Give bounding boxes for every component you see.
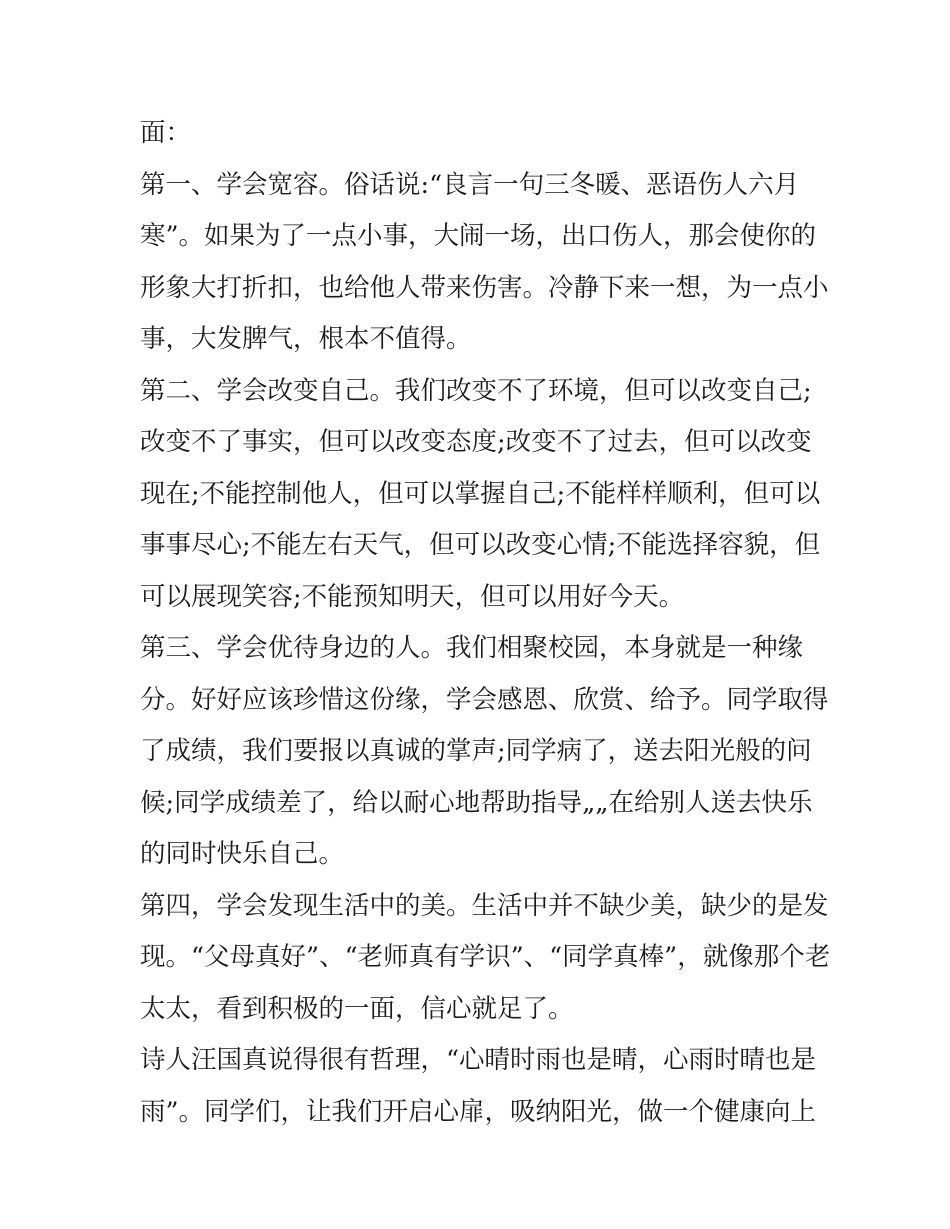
text-line: 第三、学会优待身边的人。我们相聚校园，本身就是一种缘 [140, 633, 804, 663]
text-line: 第四，学会发现生活中的美。生活中并不缺少美，缺少的是发 [140, 890, 829, 921]
text-line: 第一、学会宽容。俗话说:“良言一句三冬暖、恶语伤人六月 [140, 169, 800, 200]
text-line: 第二、学会改变自己。我们改变不了环境，但可以改变自己; [140, 375, 812, 406]
text-line: 形象大打折扣，也给他人带来伤害。冷静下来一想，为一点小 [140, 272, 829, 303]
text-line: 改变不了事实，但可以改变态度;改变不了过去，但可以改变 [140, 427, 812, 457]
text-line: 事事尽心;不能左右天气，但可以改变心情;不能选择容貌，但 [140, 530, 821, 560]
text-line: 候;同学成绩差了，给以耐心地帮助指导„„在给别人送去快乐 [140, 787, 813, 818]
text-line: 了成绩，我们要报以真诚的掌声;同学病了，送去阳光般的问 [140, 736, 812, 766]
body-text [140, 108, 831, 1138]
text-line: 分。好好应该珍惜这份缘，学会感恩、欣赏、给予。同学取得 [140, 684, 829, 715]
text-line: 面： [140, 118, 192, 148]
text-line: 现。“父母真好”、“老师真有学识”、“同学真棒”，就像那个老 [140, 942, 831, 972]
text-line: 可以展现笑容;不能预知明天，但可以用好今天。 [140, 581, 685, 612]
text-line: 寒”。如果为了一点小事，大闹一场，出口伤人，那会使你的 [140, 221, 817, 251]
text-line: 事，大发脾气，根本不值得。 [140, 324, 472, 354]
text-line: 的同时快乐自己。 [140, 839, 345, 869]
text-line: 雨”。同学们，让我们开启心扉，吸纳阳光，做一个健康向上 [140, 1096, 817, 1127]
text-line: 太太，看到积极的一面，信心就足了。 [140, 993, 574, 1024]
text-line: 现在;不能控制他人，但可以掌握自己;不能样样顺利，但可以 [140, 478, 821, 509]
text-line: 诗人汪国真说得很有哲理，“心晴时雨也是晴，心雨时晴也是 [140, 1045, 817, 1075]
